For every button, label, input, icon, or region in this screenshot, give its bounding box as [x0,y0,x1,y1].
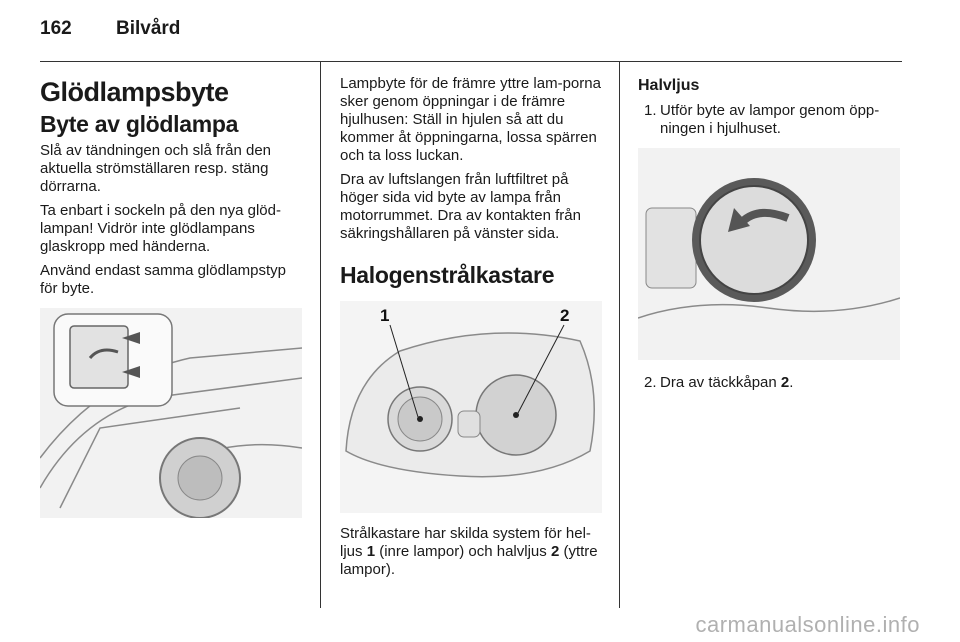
step-1: 1. Utför byte av lampor genom öpp-ningen i hjulhuset. [644,102,880,137]
paragraph-bulb-handling: Ta enbart i sockeln på den nya glöd-lampan! Vidrör inte glödlampans glaskropp med händerna. [40,202,281,255]
column-3 [638,64,900,392]
column-2 [340,64,602,585]
caption-headlamp: Strålkastare har skilda system för hel-ljus 1 (inre lampor) och halvljus 2 (yttre lampor). [340,525,598,578]
car-wheelhouse-illustration [40,308,302,518]
figure-label-1: 1 [380,306,390,325]
column-divider-right [619,62,620,608]
figure-label-2: 2 [560,306,570,325]
paragraph-bulb-type: Använd endast samma glödlampstyp för byte. [40,262,286,297]
paragraph-ignition: Slå av tändningen och slå från den aktuella strömställaren resp. stäng dörrarna. [40,142,271,195]
headlamp-illustration [340,301,602,513]
paragraph-air-hose: Dra av luftslangen från luftfiltret på höger sida vid byte av lampa från motorrummet. Dra av kontakten från säkringshållaren på vänster sida. [340,171,581,242]
wheelhouse-cover-inset [54,314,172,406]
section-subtitle: Byte av glödlampa [40,111,239,137]
step-2: 2. Dra av täckkåpan 2. [644,374,794,391]
page-number: 162 [40,18,72,39]
low-beam-steps-cont [638,374,900,392]
wheelhouse-access-illustration [638,148,900,360]
column-1 [40,64,302,518]
footer-watermark: carmanualsonline.info [695,612,920,637]
paragraph-wheelhouse-access: Lampbyte för de främre yttre lam-porna sker genom öppningar i de främre hjulhusen: Ställ in hjulen så att du kommer åt öppningarna, lossa spärren och ta loss luckan. [340,75,601,164]
low-beam-steps [638,102,900,138]
column-divider-left [320,62,321,608]
header-rule [40,61,902,62]
section-title: Bilvård [116,18,181,39]
halogen-heading: Halogenstrålkastare [340,262,555,288]
page-title: Glödlampsbyte [40,77,229,107]
low-beam-heading: Halvljus [638,77,700,94]
